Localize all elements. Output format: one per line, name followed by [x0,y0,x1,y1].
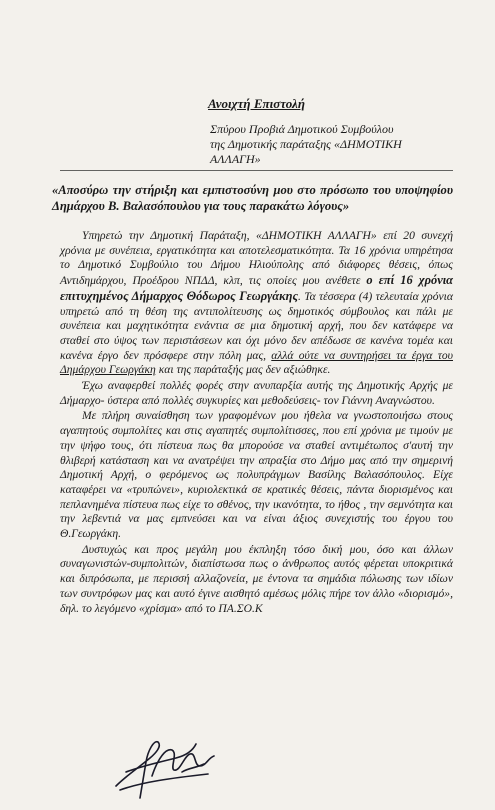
separator-line [60,170,453,171]
paragraph-2: Έχω αναφερθεί πολλές φορές στην ανυπαρξία αυτής της Δημοτικής Αρχής με Δήμαρχο- ύστερα από πολλές συγκυρίες και μεθοδεύσεις- τον Γιάννη Αναγνώστου. [60,379,453,407]
paragraph-1-part-c: και της παράταξής μας δεν αξιώθηκε. [155,363,331,377]
sender-block [210,122,453,167]
paragraph-3: Με πλήρη συναίσθηση των γραφομένων μου ήθελα να γνωστοποιήσω στους αγαπητούς συμπολίτες και στις αγαπητές συμπολίτισσες, που επί χρόνια με τιμούν με την ψήφο τους, ότι πίστευα πως θα μπορούσε να σταθεί αντιμέτωπος σ'αυτή την θλιβερή κατάσταση και να ανατρέψει την απραξία στο Δήμο μας από την σημερινή Δημοτική Αρχή, ο φερόμενος ως πολυπράγμων Βασίλης Βαλασόπουλος. Είχε καταφέρει να «τρυπώνει», κυριολεκτικά σε κρατικές θέσεις, πάντα διορισμένος και πεπλανημένα πίστευα πως είχε το σθένος, την ικανότητα, το ήθος , την σεμνότητα και την λεβεντιά να μας εμπνεύσει και να είναι άξιος συνεχιστής του έργου του Θ.Γεωργάκη. [60,409,453,541]
handwritten-signature-icon [112,728,222,802]
sender-line-2: της Δημοτικής παράταξης «ΔΗΜΟΤΙΚΗ ΑΛΛΑΓΗ» [210,137,402,166]
paragraph-1-bold: ο επί 16 χρόνια επιτυχημένος Δήμαρχος Θόδωρος Γεωργάκης [60,273,453,303]
letter-headline: «Αποσύρω την στήριξη και εμπιστοσύνη μου στο πρόσωπο του υποψηφίου Δημάρχου Β. Βαλασόπουλου για τους παρακάτω λόγους» [52,183,453,213]
paragraph-1-part-b: . Τα τέσσερα (4) τελευταία χρόνια υπηρετώ από τη θέση της αντιπολίτευσης ως δημοτικός σύμβουλος και πάλι με συνέπεια και μαχητικότητα ενάντια σε μια δημοτική αρχή, που δεν κατάφερε να σταθεί στο ύψος των περιστάσεων και όχι μόνο δεν απέδωσε σε κανένα τομέα και κανένα έργο δεν πρόσφερε στην πόλη μας, [60,289,453,362]
letter-title: Ανοιχτή Επιστολή [208,96,305,111]
paragraph-1-part-a: Υπηρετώ την Δημοτική Παράταξη, «ΔΗΜΟΤΙΚΗ ΑΛΛΑΓΗ» επί 20 συνεχή χρόνια με συνέπεια, εργατικότητα και αποτελεσματικότητα. Τα 16 χρόνια υπηρέτησα το Δημοτικό Συμβούλιο του Δήμου Ηλιούπολης από διάφορες θέσεις, όπως Αντιδημάρχου, Προέδρου ΝΠΔΔ, κλπ, τις οποίες μου ανέθετε [60,229,453,288]
sender-line-1: Σπύρου Προβιά Δημοτικού Συμβούλου [210,122,394,136]
paragraph-1 [60,229,453,378]
paragraph-4: Δυστυχώς και προς μεγάλη μου έκπληξη τόσο δική μου, όσο και άλλων συναγωνιστών-συμπολιτών, διαπίστωσα πως ο άνθρωπος αυτός φέρεται υποκριτικά και διπρόσωπα, με περισσή αλλαζονεία, με έντονα τα σημάδια πόλωσης των ιδίων των συντρόφων μας και αυτό έγινε αισθητό αμέσως μόλις πήρε τον άλλο «διορισμό», δηλ. το λεγόμενο «χρίσμα» από το ΠΑ.ΣΟ.Κ [60,542,453,615]
paragraph-1-underlined: αλλά ούτε να συντηρήσει τα έργα του Δημάρχου Γεωργάκη [60,348,453,377]
